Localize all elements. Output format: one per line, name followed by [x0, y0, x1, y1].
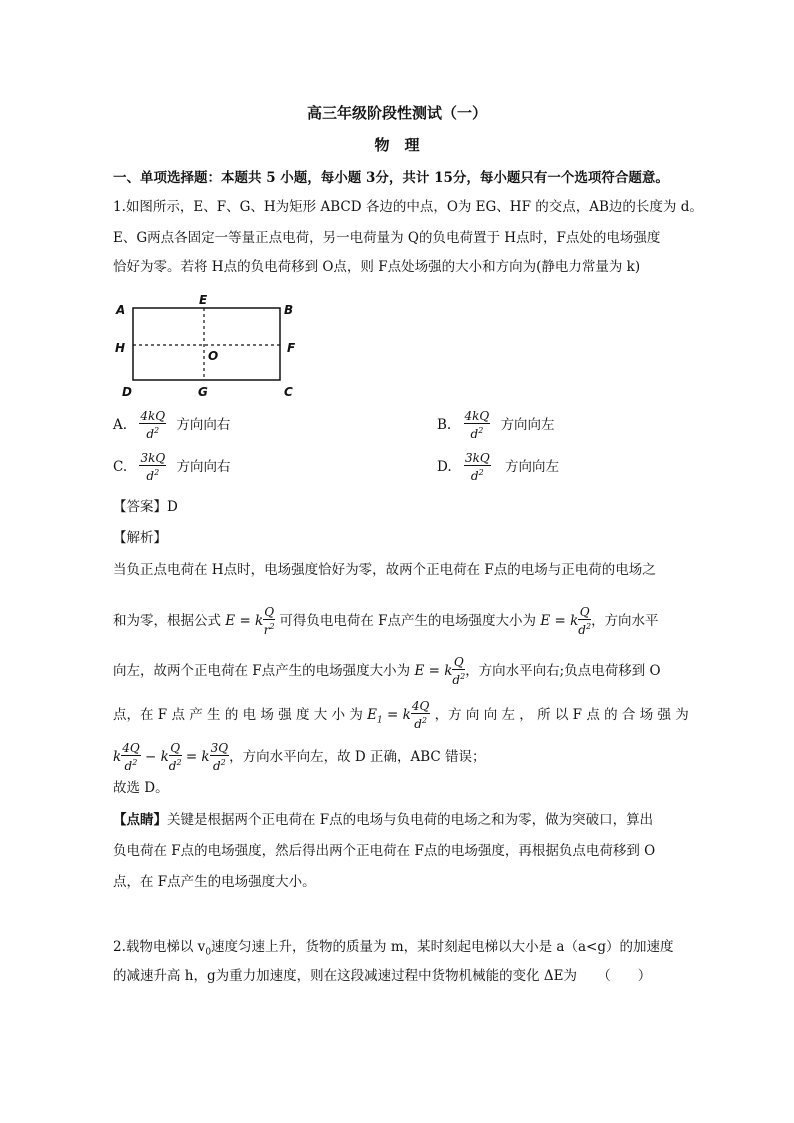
option-c-fraction: $\frac{3kQ}{d^2}$ — [140, 451, 166, 483]
option-a-fraction: $\frac{4kQ}{d^2}$ — [140, 409, 166, 441]
rectangle-figure — [110, 290, 310, 402]
q2-line-1: 2.载物电梯以 $v_0$速度匀速上升，货物的质量为 m，某时刻起电梯以大小是 a（a<g）的加速度 — [113, 939, 674, 958]
option-a[interactable] — [113, 410, 230, 441]
analysis-line-1: 当负正点电荷在 H点时，电场强度恰好为零，故两个正电荷在 F点的电场与正电荷的电场之 — [113, 562, 656, 578]
option-d-direction: 方向向左 — [504, 459, 559, 475]
analysis-line-2: 和为零，根据公式 E = k $\frac{Q}{r^2}$ 可得负电电荷在 F点产生的电场强度大小为 E = k $\frac{Q}{d^2}$ ，方向水平 — [113, 605, 659, 637]
label-d: D — [122, 385, 132, 399]
option-c[interactable] — [113, 452, 230, 483]
option-a-label: A. — [113, 417, 128, 433]
option-b-direction: 方向向左 — [500, 417, 555, 433]
answer-label: 【答案】 — [113, 499, 167, 515]
option-c-direction: 方向向右 — [176, 459, 231, 475]
comment-label: 【点睛】 — [113, 812, 167, 828]
option-b-fraction: $\frac{4kQ}{d^2}$ — [464, 409, 490, 441]
answer-value: D — [167, 499, 178, 515]
label-h: H — [115, 341, 126, 355]
q1-stem-line-2: E、G两点各固定一等量正点电荷，另一电荷量为 Q的负电荷置于 H点时，F点处的电场强度 — [113, 230, 661, 246]
option-d-label: D. — [437, 459, 452, 475]
label-e: E — [199, 293, 208, 307]
option-d-fraction: $\frac{3kQ}{d^2}$ — [464, 451, 490, 483]
rectangle-abcd — [133, 308, 280, 380]
analysis-line-6: 故选 D。 — [113, 780, 169, 796]
label-a: A — [116, 303, 126, 317]
q1-stem-line-1: 1.如图所示，E、F、G、H为矩形 ABCD 各边的中点，O为 EG、HF 的交点，AB边的长度为 d。 — [113, 199, 703, 215]
analysis-label: 【解析】 — [113, 530, 167, 546]
option-b-label: B. — [437, 417, 452, 433]
analysis-line-4: 点，在 F 点 产 生 的 电 场 强 度 大 小 为 $E_1 = k$ $\frac{4Q}{d^2}$ ，方 向 向 左 ， 所 以 F 点 的 合 场 强 为 — [113, 699, 689, 731]
option-c-label: C. — [113, 459, 128, 475]
option-d[interactable] — [437, 452, 559, 483]
comment-line-3: 点，在 F点产生的电场强度大小。 — [113, 874, 316, 890]
label-c: C — [284, 385, 293, 399]
comment-line-2: 负电荷在 F点的电场强度，然后得出两个正电荷在 F点的电场强度，再根据负点电荷移到 O — [113, 843, 656, 859]
label-g: G — [198, 385, 208, 399]
subject-title: 物 理 — [374, 136, 420, 154]
label-b: B — [284, 303, 294, 317]
option-a-direction: 方向向右 — [176, 417, 231, 433]
option-b[interactable] — [437, 410, 555, 441]
comment-line-1: 【点睛】关键是根据两个正电荷在 F点的电场与负电荷的电场之和为零，做为突破口，算出 — [113, 812, 654, 828]
label-o: O — [208, 349, 219, 363]
analysis-line-3: 向左，故两个正电荷在 F点产生的电场强度大小为 E = k $\frac{Q}{d^2}$ ，方向水平向右;负点电荷移到 O — [113, 655, 661, 687]
answer-row — [113, 497, 178, 517]
section-heading: 一、单项选择题：本题共 5 小题，每小题 3分，共计 15分，每小题只有一个选项符合题意。 — [113, 170, 669, 186]
label-f: F — [287, 341, 296, 355]
q2-line-2: 的减速升高 h，g为重力加速度，则在这段减速过程中货物机械能的变化 ΔE为 （ ） — [113, 968, 652, 984]
q1-stem-line-3: 恰好为零。若将 H点的负电荷移到 O点，则 F点处场强的大小和方向为(静电力常量为 k) — [113, 259, 641, 275]
analysis-line-5: k $\frac{4Q}{d^2}$ − k $\frac{Q}{d^2}$ = k $\frac{3Q}{d^2}$ ，方向水平向左，故 D 正确，ABC 错误； — [113, 741, 486, 773]
page-title: 高三年级阶段性测试（一） — [306, 104, 487, 122]
